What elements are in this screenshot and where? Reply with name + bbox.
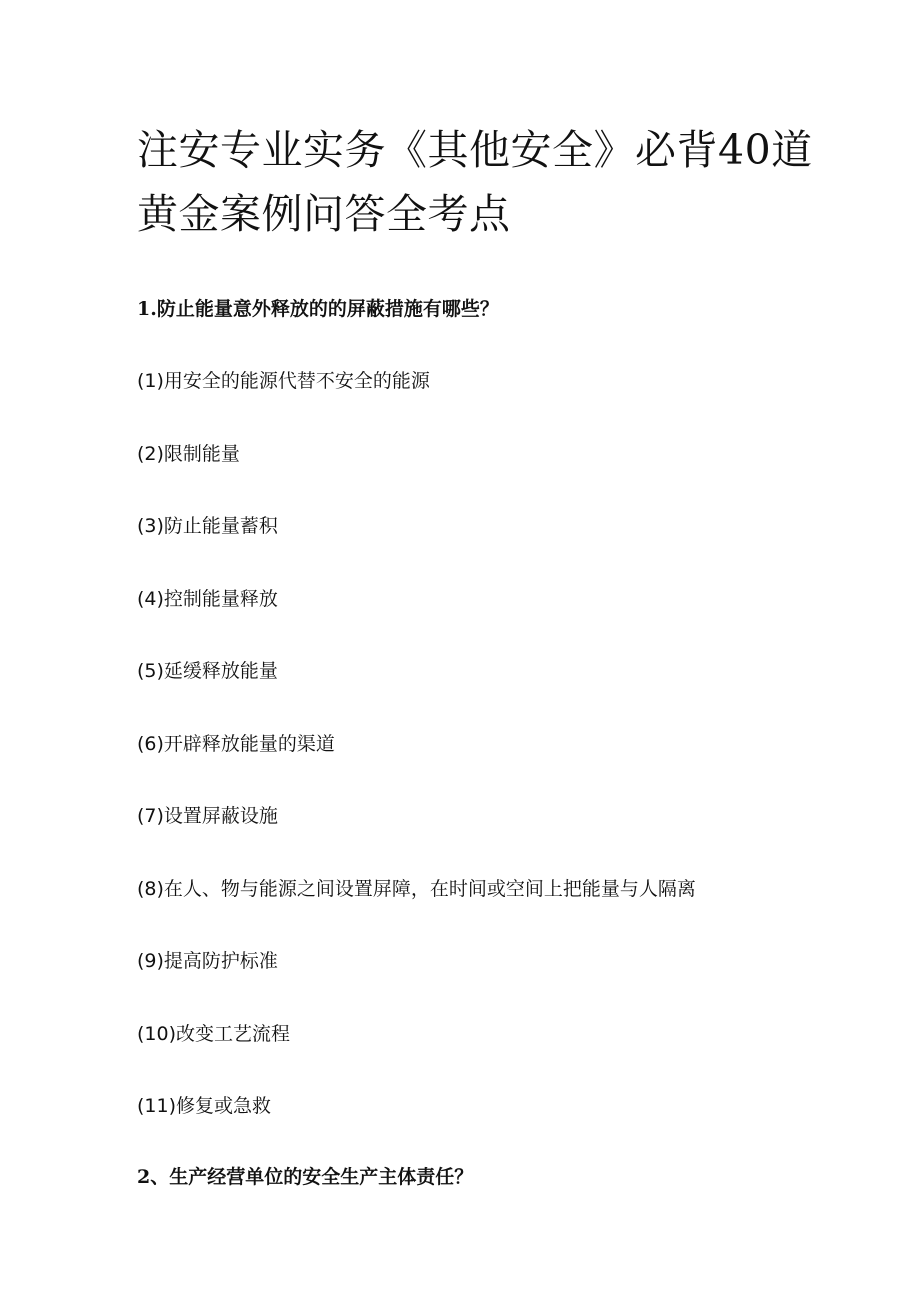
answer-item-3: (3)防止能量蓄积: [137, 515, 278, 537]
answer-item-2: (2)限制能量: [137, 442, 240, 465]
document-title: 注安专业实务《其他安全》必背40道黄金案例问答全考点: [137, 126, 813, 238]
answer-item-8: (8)在人、物与能源之间设置屏障，在时间或空间上把能量与人隔离: [137, 877, 696, 900]
question-1-answer-list: [137, 368, 696, 1166]
question-1-heading: 1.防止能量意外释放的的屏蔽措施有哪些？: [137, 298, 499, 320]
question-2-heading: 2、生产经营单位的安全生产主体责任？: [137, 1166, 474, 1188]
answer-item-5: (5)延缓释放能量: [137, 660, 278, 682]
answer-item-1: (1)用安全的能源代替不安全的能源: [137, 370, 430, 392]
answer-item-11: (11)修复或急救: [137, 1095, 272, 1117]
answer-item-10: (10)改变工艺流程: [137, 1022, 291, 1045]
answer-item-9: (9)提高防护标准: [137, 950, 278, 972]
answer-item-4: (4)控制能量释放: [137, 587, 278, 610]
answer-item-7: (7)设置屏蔽设施: [137, 805, 278, 827]
answer-item-6: (6)开辟释放能量的渠道: [137, 732, 335, 755]
